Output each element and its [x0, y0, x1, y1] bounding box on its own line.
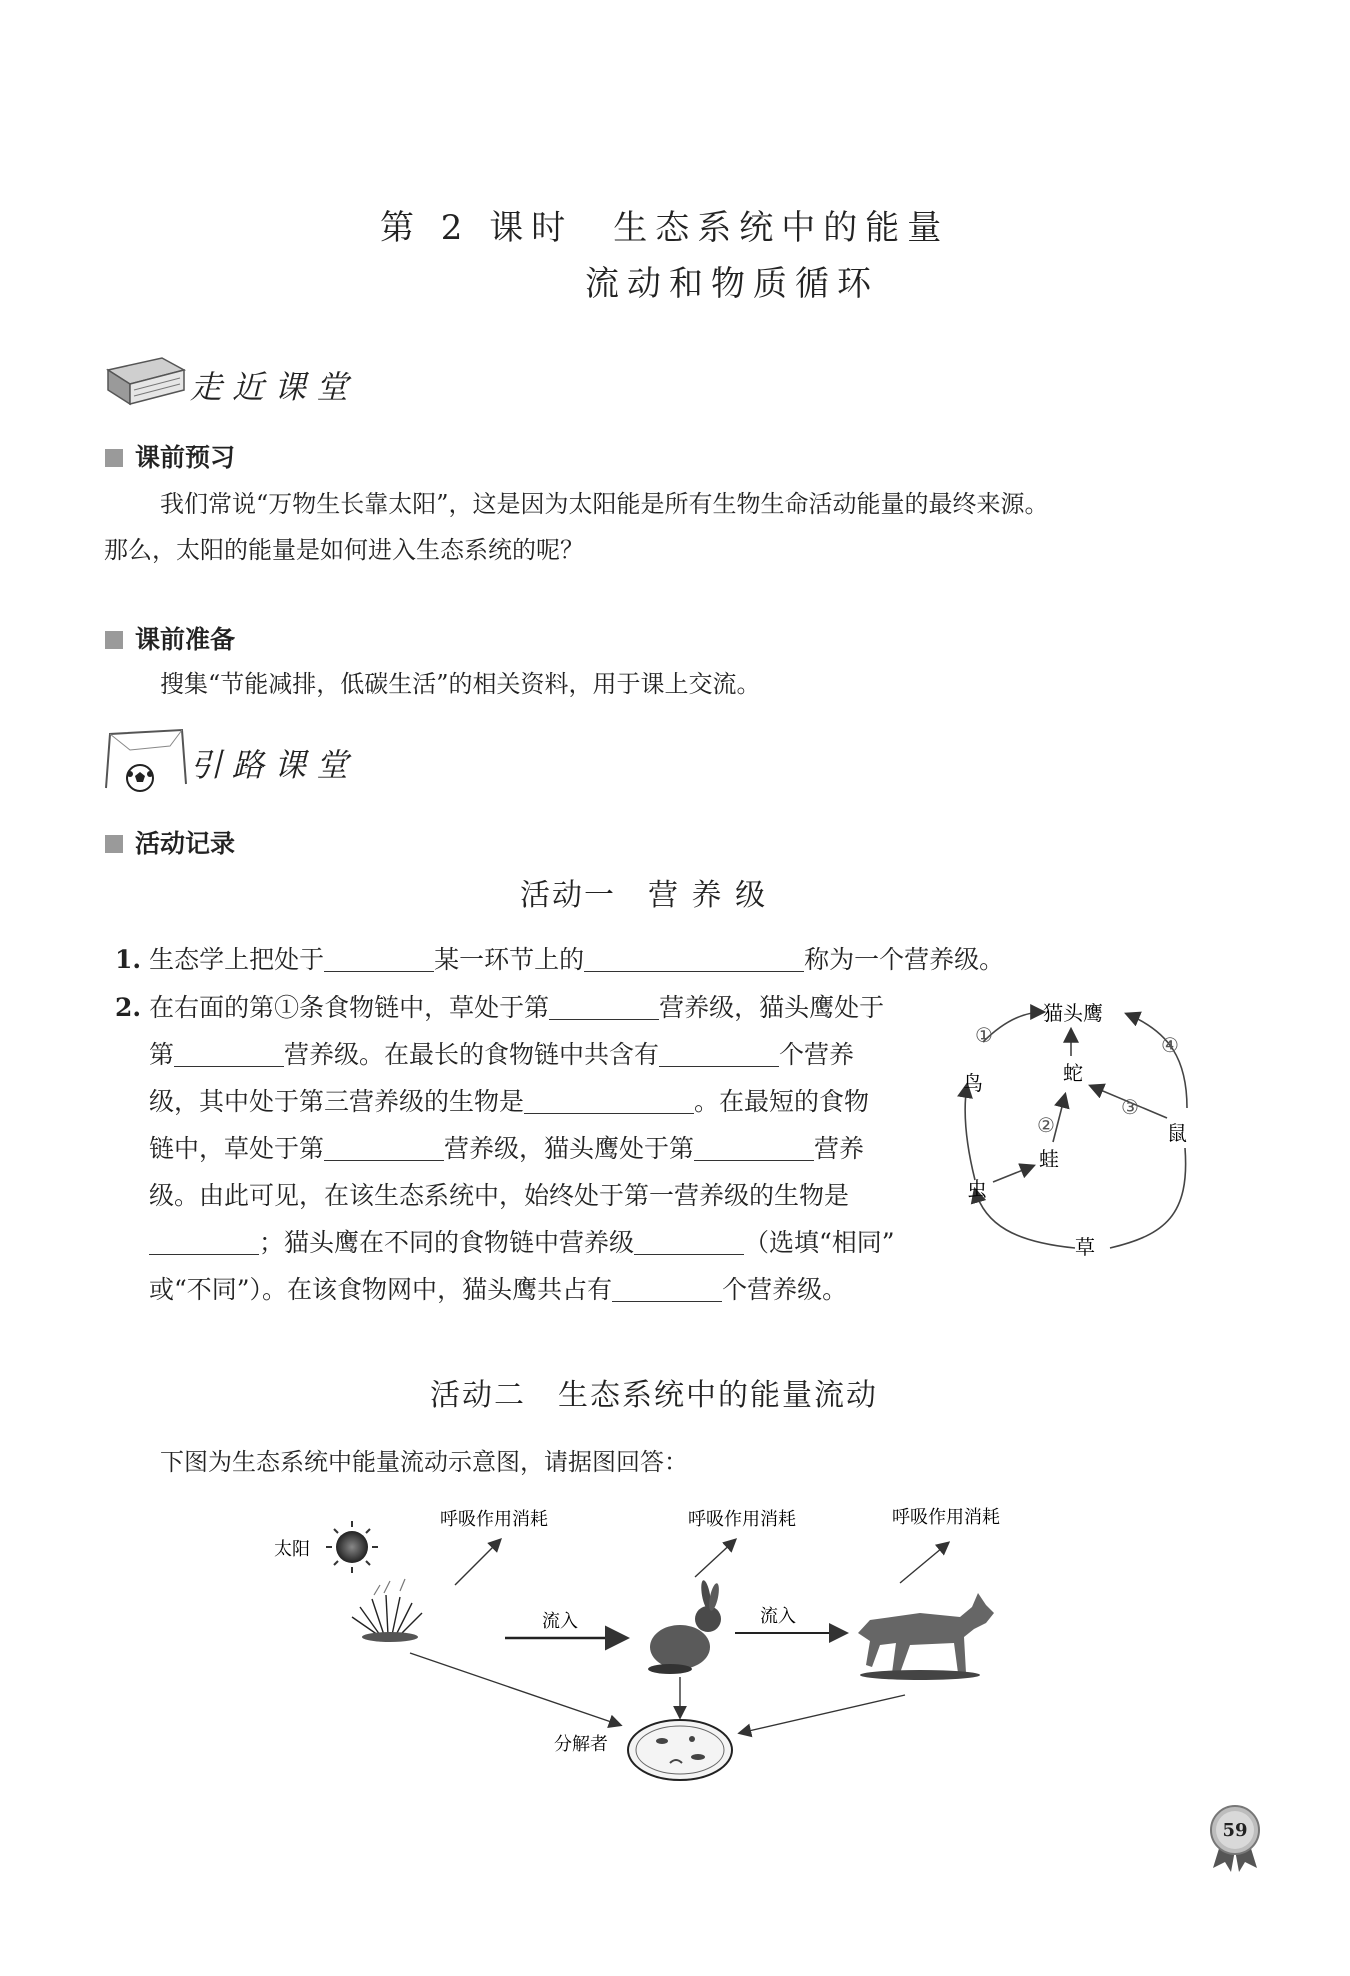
insect-label: 虫 — [967, 1177, 987, 1201]
answer-blank[interactable] — [612, 1273, 722, 1302]
q2-line3b: 。在最短的食物 — [694, 1087, 870, 1116]
respiration-label-1: 呼吸作用消耗 — [440, 1509, 548, 1530]
square-bullet-icon — [105, 631, 123, 649]
arrow-insect-bird — [965, 1085, 975, 1180]
respiration-arrow-3 — [900, 1543, 948, 1583]
arrow-grass-decomposer — [410, 1653, 620, 1725]
answer-blank[interactable] — [634, 1226, 744, 1255]
chain-1-marker: ① — [975, 1023, 993, 1047]
preparation-heading — [105, 620, 235, 656]
square-bullet-icon — [105, 449, 123, 467]
q2-line7a: 或“不同”）。在该食物网中，猫头鹰共占有 — [149, 1275, 613, 1304]
activity2-intro: 下图为生态系统中能量流动示意图，请据图回答： — [160, 1448, 688, 1476]
chain-4-marker: ④ — [1161, 1033, 1179, 1057]
arrow-insect-frog — [993, 1166, 1033, 1182]
answer-blank[interactable] — [324, 1132, 444, 1161]
near-classroom-banner — [100, 348, 420, 418]
preview-heading-text: 课前预习 — [135, 443, 236, 472]
arrow-wolf-decomposer — [740, 1695, 905, 1733]
respiration-label-3: 呼吸作用消耗 — [892, 1507, 1000, 1528]
lesson-title-line1 — [380, 200, 949, 249]
square-bullet-icon — [105, 835, 123, 853]
owl-label: 猫头鹰 — [1043, 1001, 1103, 1025]
q2-line3a: 级，其中处于第三营养级的生物是 — [149, 1087, 525, 1116]
preparation-heading-text: 课前准备 — [135, 625, 236, 654]
decomposer-label: 分解者 — [554, 1734, 608, 1755]
sun-label: 太阳 — [274, 1539, 310, 1560]
activity-record-heading-text: 活动记录 — [135, 829, 236, 858]
q2-line6b: （选填“相同” — [744, 1228, 895, 1257]
grass-label: 草 — [1075, 1235, 1095, 1259]
q2-line1a: 在右面的第①条食物链中，草处于第 — [149, 993, 550, 1022]
mouse-label: 鼠 — [1167, 1121, 1187, 1145]
lesson-title-line2: 流动和物质循环 — [585, 264, 879, 304]
chain-3-marker: ③ — [1121, 1095, 1139, 1119]
question-number: 2. — [115, 993, 142, 1022]
question-number: 1. — [115, 945, 142, 974]
energy-flow-diagram — [260, 1495, 1050, 1785]
lesson-number: 第 2 课时 — [380, 208, 574, 248]
food-web-diagram — [955, 990, 1215, 1270]
preparation-text: 搜集“节能减排，低碳生活”的相关资料，用于课上交流。 — [160, 670, 761, 698]
respiration-arrow-2 — [695, 1540, 735, 1577]
q2-line2b: 营养级。在最长的食物链中共含有 — [284, 1040, 660, 1069]
answer-blank[interactable] — [584, 943, 804, 972]
grass-icon — [352, 1595, 422, 1642]
preview-line1: 我们常说“万物生长靠太阳”，这是因为太阳能是所有生物生命活动能量的最终来源。 — [160, 490, 1049, 518]
preview-heading — [105, 438, 235, 474]
question-2 — [115, 984, 955, 1313]
lesson-title-main: 生态系统中的能量 — [613, 208, 950, 248]
arrow-grass-insect — [975, 1190, 1075, 1248]
answer-blank[interactable] — [549, 991, 659, 1020]
respiration-arrow-1 — [455, 1540, 500, 1585]
q1-text-1: 生态学上把处于 — [149, 945, 325, 974]
page-number-badge — [1205, 1802, 1265, 1862]
activity2-title: 活动二 生态系统中的能量流动 — [430, 1378, 878, 1413]
q2-line7b: 个营养级。 — [722, 1275, 848, 1304]
q2-line4c: 营养 — [814, 1134, 865, 1163]
question-1 — [115, 936, 1004, 983]
activity-record-heading — [105, 824, 235, 860]
q2-line5: 级。由此可见，在该生态系统中，始终处于第一营养级的生物是 — [149, 1181, 850, 1210]
snake-label: 蛇 — [1063, 1061, 1083, 1085]
books-icon — [100, 348, 190, 418]
decomposer-dish-icon — [628, 1720, 732, 1780]
q1-text-2: 某一环节上的 — [434, 945, 585, 974]
bird-label: 鸟 — [963, 1071, 983, 1095]
q2-line6a: ；猫头鹰在不同的食物链中营养级 — [259, 1228, 635, 1257]
wolf-icon — [858, 1593, 994, 1680]
page-number: 59 — [1222, 1820, 1248, 1841]
guided-classroom-banner — [100, 726, 420, 796]
answer-blank[interactable] — [174, 1038, 284, 1067]
answer-blank[interactable] — [149, 1226, 259, 1255]
soccer-goal-icon — [100, 726, 190, 796]
q1-text-3: 称为一个营养级。 — [804, 945, 1005, 974]
rabbit-icon — [648, 1580, 721, 1674]
answer-blank[interactable] — [324, 943, 434, 972]
flow-label-1: 流入 — [542, 1611, 578, 1632]
guided-classroom-label: 引路课堂 — [190, 746, 359, 784]
respiration-label-2: 呼吸作用消耗 — [688, 1509, 796, 1530]
q2-line1b: 营养级，猫头鹰处于 — [659, 993, 885, 1022]
preview-line2: 那么，太阳的能量是如何进入生态系统的呢？ — [104, 536, 584, 564]
chain-2-marker: ② — [1037, 1113, 1055, 1137]
sunlight-rays — [374, 1579, 405, 1595]
q2-line4b: 营养级，猫头鹰处于第 — [444, 1134, 695, 1163]
q2-line2a: 第 — [149, 1040, 175, 1069]
flow-label-2: 流入 — [760, 1606, 796, 1627]
sun-icon — [326, 1521, 378, 1573]
q2-line2c: 个营养 — [779, 1040, 855, 1069]
arrow-grass-mouse — [1110, 1148, 1186, 1248]
frog-label: 蛙 — [1039, 1147, 1059, 1171]
q2-line4a: 链中，草处于第 — [149, 1134, 325, 1163]
answer-blank[interactable] — [524, 1085, 694, 1114]
activity1-title: 活动一 营 养 级 — [520, 878, 768, 913]
answer-blank[interactable] — [659, 1038, 779, 1067]
arrow-mouse-owl — [1127, 1014, 1187, 1108]
near-classroom-label: 走近课堂 — [190, 368, 359, 406]
answer-blank[interactable] — [694, 1132, 814, 1161]
